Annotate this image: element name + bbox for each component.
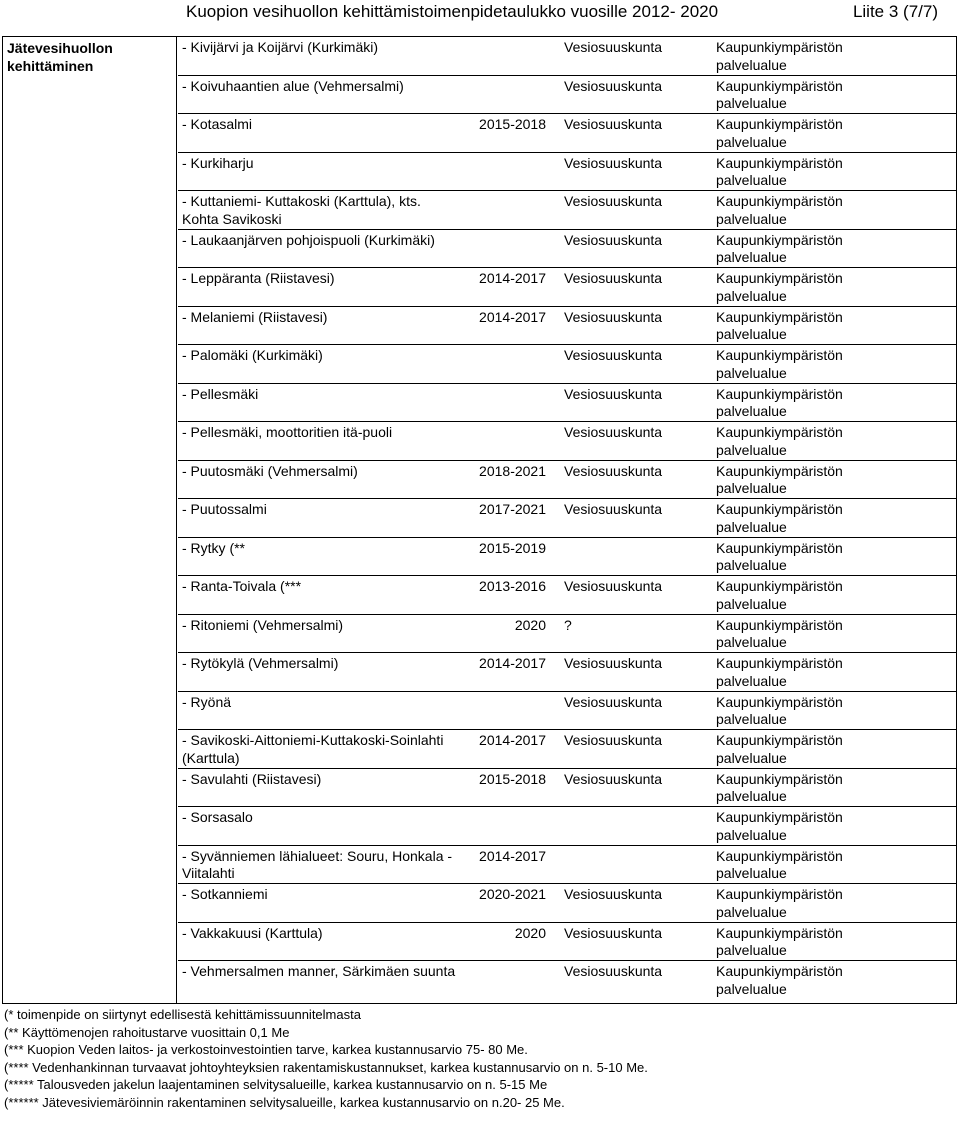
measure-name: - Sorsasalo — [182, 809, 253, 825]
table-row — [178, 153, 956, 192]
table-row — [178, 961, 956, 1000]
measure-responsible: Vesiosuuskunta — [564, 924, 663, 941]
table-row — [178, 615, 956, 654]
measure-name: - Kurkiharju — [182, 154, 254, 171]
table-row — [178, 461, 956, 500]
measure-unit: Kaupunkiympäristön palvelualue — [716, 193, 843, 227]
measure-name: - Syvänniemen lähialueet: Souru, Honkala - Viitalahti — [182, 847, 453, 881]
measure-name: - Rytky (** — [182, 539, 245, 556]
measure-unit: Kaupunkiympäristön palvelualue — [716, 655, 843, 689]
measure-years: 2020-2021 — [479, 886, 546, 902]
measure-responsible: Vesiosuuskunta — [564, 770, 663, 787]
measure-responsible: Vesiosuuskunta — [564, 77, 663, 94]
table-row — [178, 499, 956, 538]
measure-unit: Kaupunkiympäristön palvelualue — [716, 308, 843, 342]
table-row — [178, 884, 956, 923]
footnote: (** Käyttömenojen rahoitustarve vuosittain 0,1 Me — [4, 1024, 290, 1040]
table-row — [178, 384, 956, 423]
measure-unit: Kaupunkiympäristön palvelualue — [716, 39, 843, 73]
table-row — [178, 191, 956, 230]
page-title: Kuopion vesihuollon kehittämistoimenpidetaulukko vuosille 2012- 2020 — [186, 2, 719, 21]
table-row — [178, 422, 956, 461]
footnote: (***** Talousveden jakelun laajentaminen selvitysalueille, karkea kustannusarvio on n. 5-15 Me — [4, 1077, 548, 1092]
measure-name: - Kuttaniemi- Kuttakoski (Karttula), kts. Kohta Savikoski — [182, 193, 421, 227]
measure-unit: Kaupunkiympäristön palvelualue — [716, 116, 843, 150]
table-row — [178, 37, 956, 76]
measure-unit: Kaupunkiympäristön palvelualue — [716, 886, 843, 920]
footnote: (*** Kuopion Veden laitos- ja verkostoinvestointien tarve, karkea kustannusarvio 75- 80 Me. — [4, 1042, 528, 1057]
table-row — [178, 692, 956, 731]
measure-years: 2014-2017 — [479, 270, 546, 286]
measure-years: 2014-2017 — [479, 847, 546, 864]
measure-years: 2014-2017 — [479, 655, 546, 671]
measure-unit: Kaupunkiympäristön palvelualue — [716, 693, 843, 727]
table-row — [178, 653, 956, 692]
footnote: (* toimenpide on siirtynyt edellisestä kehittämissuunnitelmasta — [4, 1007, 361, 1022]
table-row — [178, 846, 956, 885]
measure-name: - Savikoski-Aittoniemi-Kuttakoski-Soinlahti (Karttula) — [182, 732, 444, 766]
measure-name: - Ryönä — [182, 693, 232, 710]
measure-name: - Koivuhaantien alue (Vehmersalmi) — [182, 77, 404, 94]
measure-years: 2017-2021 — [479, 501, 546, 517]
measure-years: 2020 — [514, 616, 546, 633]
measure-name: - Kotasalmi — [182, 116, 253, 132]
measure-responsible: Vesiosuuskunta — [564, 231, 663, 248]
measure-name: - Vakkakuusi (Karttula) — [182, 924, 323, 941]
measure-responsible: Vesiosuuskunta — [564, 347, 663, 363]
measure-responsible: Vesiosuuskunta — [564, 578, 663, 594]
measure-years: 2015-2018 — [479, 770, 546, 787]
measure-name: - Leppäranta (Riistavesi) — [182, 270, 335, 286]
table-row — [178, 576, 956, 615]
page-number: Liite 3 (7/7) — [852, 2, 938, 21]
measure-unit: Kaupunkiympäristön palvelualue — [716, 963, 843, 997]
measure-name: - Palomäki (Kurkimäki) — [182, 347, 323, 363]
measure-name: - Puutosmäki (Vehmersalmi) — [182, 462, 358, 479]
measure-years: 2020 — [514, 924, 546, 941]
measure-responsible: Vesiosuuskunta — [564, 732, 663, 748]
measure-years: 2018-2021 — [479, 462, 546, 479]
footnotes — [4, 1006, 954, 1111]
measure-name: - Pellesmäki, moottoritien itä-puoli — [182, 424, 393, 440]
measure-responsible: Vesiosuuskunta — [564, 462, 663, 479]
table-row — [178, 76, 956, 115]
measure-unit: Kaupunkiympäristön palvelualue — [716, 385, 843, 419]
measure-unit: Kaupunkiympäristön palvelualue — [716, 770, 843, 804]
measure-unit: Kaupunkiympäristön palvelualue — [716, 462, 843, 496]
table-row — [178, 230, 956, 269]
measure-name: - Pellesmäki — [182, 385, 259, 402]
measure-responsible: Vesiosuuskunta — [564, 39, 663, 55]
measure-unit: Kaupunkiympäristön palvelualue — [716, 539, 843, 573]
measure-responsible: Vesiosuuskunta — [564, 154, 663, 171]
measure-name: - Puutossalmi — [182, 501, 267, 517]
category-cell: Jätevesihuollon kehittäminen — [3, 37, 177, 1003]
measure-name: - Ritoniemi (Vehmersalmi) — [182, 616, 344, 633]
measure-unit: Kaupunkiympäristön palvelualue — [716, 578, 843, 612]
measure-name: - Kivijärvi ja Koijärvi (Kurkimäki) — [182, 39, 379, 55]
table-row — [178, 769, 956, 808]
table-row — [178, 538, 956, 577]
footnote: (**** Vedenhankinnan turvaavat johtoyhteyksien rakentamiskustannukset, karkea kustannusarvio on n. 5-10 Me. — [4, 1059, 648, 1075]
table-row — [178, 114, 956, 153]
measure-name: - Ranta-Toivala (*** — [182, 578, 302, 594]
measure-unit: Kaupunkiympäristön palvelualue — [716, 924, 843, 958]
table-row — [178, 730, 956, 769]
table-row — [178, 307, 956, 346]
measure-responsible: Vesiosuuskunta — [564, 886, 663, 902]
measure-responsible: Vesiosuuskunta — [564, 655, 663, 671]
measure-unit: Kaupunkiympäristön palvelualue — [716, 732, 843, 766]
footnote: (****** Jätevesiviemäröinnin rakentaminen selvitysalueille, karkea kustannusarvio on n.20- 25 Me. — [4, 1094, 565, 1110]
measure-responsible: Vesiosuuskunta — [564, 308, 663, 325]
measure-responsible: ? — [564, 616, 572, 633]
page-header — [0, 0, 960, 36]
measure-name: - Sotkanniemi — [182, 886, 268, 902]
measure-unit: Kaupunkiympäristön palvelualue — [716, 77, 843, 111]
measure-unit: Kaupunkiympäristön palvelualue — [716, 809, 843, 843]
measure-name: - Savulahti (Riistavesi) — [182, 770, 322, 787]
measure-responsible: Vesiosuuskunta — [564, 385, 663, 402]
measure-name: - Melaniemi (Riistavesi) — [182, 308, 328, 325]
table-rows — [178, 37, 956, 1000]
measure-responsible: Vesiosuuskunta — [564, 270, 663, 286]
measure-responsible: Vesiosuuskunta — [564, 193, 663, 209]
table-row — [178, 807, 956, 846]
measure-responsible: Vesiosuuskunta — [564, 116, 663, 132]
measure-years: 2013-2016 — [479, 578, 546, 594]
measure-years: 2014-2017 — [479, 732, 546, 748]
measure-years: 2015-2018 — [479, 116, 546, 132]
table-row — [178, 923, 956, 962]
measure-years: 2015-2019 — [479, 539, 546, 556]
measure-unit: Kaupunkiympäristön palvelualue — [716, 847, 843, 881]
measure-unit: Kaupunkiympäristön palvelualue — [716, 347, 843, 381]
measure-unit: Kaupunkiympäristön palvelualue — [716, 270, 843, 304]
measures-table — [2, 36, 957, 1004]
measure-responsible: Vesiosuuskunta — [564, 693, 663, 710]
measure-responsible: Vesiosuuskunta — [564, 963, 663, 979]
table-row — [178, 345, 956, 384]
table-row — [178, 268, 956, 307]
measure-responsible: Vesiosuuskunta — [564, 424, 663, 440]
measure-name: - Rytökylä (Vehmersalmi) — [182, 655, 339, 671]
measure-unit: Kaupunkiympäristön palvelualue — [716, 424, 843, 458]
measure-unit: Kaupunkiympäristön palvelualue — [716, 501, 843, 535]
measure-unit: Kaupunkiympäristön palvelualue — [716, 231, 843, 265]
measure-unit: Kaupunkiympäristön palvelualue — [716, 616, 843, 650]
measure-name: - Vehmersalmen manner, Särkimäen suunta — [182, 963, 456, 979]
measure-name: - Laukaanjärven pohjoispuoli (Kurkimäki) — [182, 231, 435, 248]
measure-years: 2014-2017 — [479, 308, 546, 325]
measure-unit: Kaupunkiympäristön palvelualue — [716, 154, 843, 188]
measure-responsible: Vesiosuuskunta — [564, 501, 663, 517]
